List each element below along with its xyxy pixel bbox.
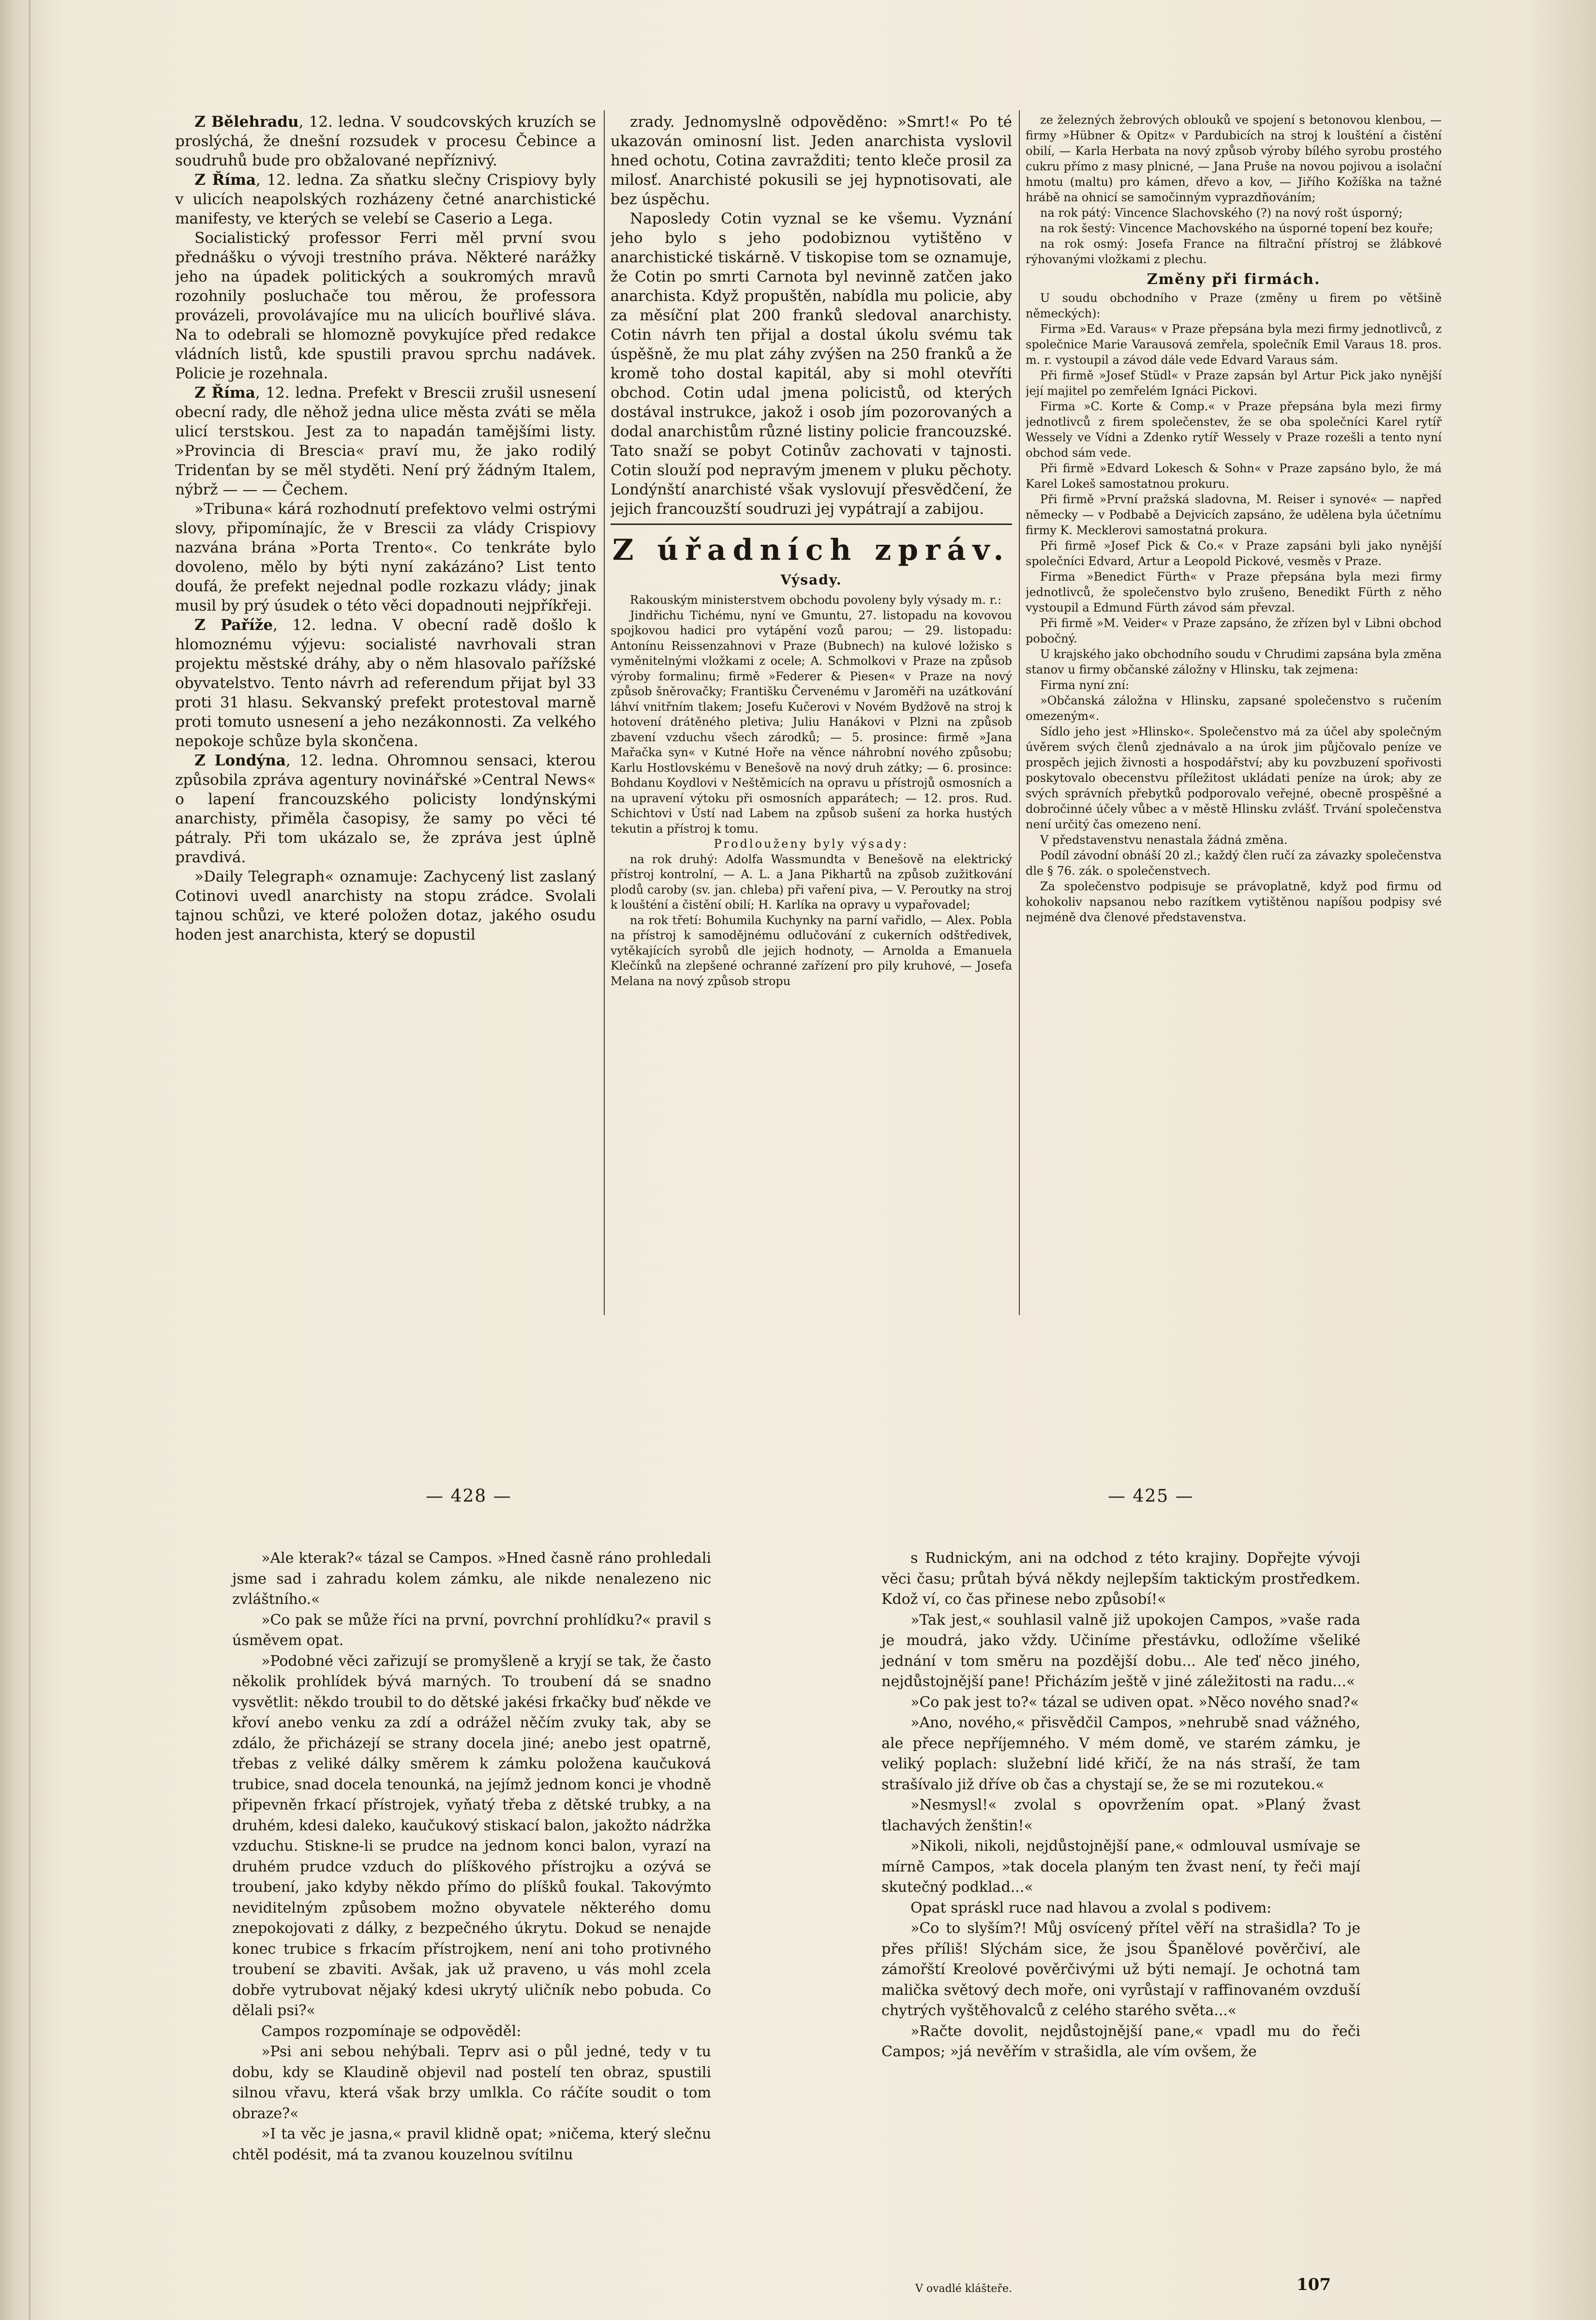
article-text: , 12. ledna. V obecní radě došlo k hlomoznému výjevu: socialisté navrhovali stran projektu městské dráhy, aby o něm hlasovalo pařížské obyvatelstvo. Tento návrh ad referendum přijat byl 33 proti 31 hlasu. Sekvanský prefekt protestoval marně proti tomuto usnesení a jeho nezákonnosti. Za velkého nepokoje schůze byla skončena. bbox=[175, 616, 596, 750]
article-paragraph: »Co pak se může říci na první, povrchní prohlídku?« pravil s úsměvem opat. bbox=[232, 1611, 711, 1649]
article-paragraph: »Psi ani sebou nehýbali. Teprv asi o půl jedné, tedy v tu dobu, kdy se Klaudině objevil nad postelí ten obraz, spustili silnou vřavu, která však brzy umlkla. Co ráčíte soudit o tom obraze?« bbox=[232, 2043, 711, 2122]
article-paragraph: na rok osmý: Josefa France na filtrační přístroj se žlábkové rýhovanými vložkami z plechu. bbox=[1026, 237, 1442, 266]
novel-column-right bbox=[881, 1548, 1360, 2063]
news-column-3 bbox=[1026, 112, 1442, 1312]
article-paragraph: Podíl závodní obnáší 20 zl.; každý člen ručí za závazky společenstva dle § 76. zák. o společenstvech. bbox=[1026, 849, 1442, 878]
patents-intro: Rakouským ministerstvem obchodu povoleny byly výsady m. r.: bbox=[630, 593, 1002, 607]
article-paragraph: »Nikoli, nikoli, nejdůstojnější pane,« odmlouval usmívaje se mírně Campos, »tak docela planým ten žvast není, ty řeči mají skutečný podklad...« bbox=[881, 1838, 1360, 1896]
article-paragraph: na rok pátý: Vincence Slachovského (?) na nový rošt úsporný; bbox=[1040, 206, 1403, 220]
article-paragraph: Firma »Benedict Fürth« v Praze přepsána byla mezi firmy jednotlivců, že společenstvo bylo zrušeno, Benedikt Fürth z něho vystoupil a Edmund Fürth závod sám převzal. bbox=[1026, 570, 1442, 614]
extended-patents-year3: na rok třetí: Bohumila Kuchynky na parní vařidlo, — Alex. Pobla na přístroj k samodějnému odlučování z cukerních odštředivek, vytěkajících syrobů dle jejich hodnoty, — Arnolda a Emanuela Klečínků na zlepšené ochranné zařízení pro pily kruhové, — Josefa Melana na nový způsob stropu bbox=[611, 913, 1012, 988]
dateline: Z Londýna bbox=[194, 752, 286, 769]
footer-sheet-number bbox=[1297, 2275, 1331, 2294]
article-text: , 12. ledna. Ohromnou sensaci, kterou způsobila zpráva agentury novinářské »Central News« o lapení francouzského policisty londýnskými anarchisty, přiměla časopisy, že samy po věci té pátraly. Při tom ukázalo se, že zpráva jest úplně pravdivá. bbox=[175, 752, 596, 866]
article-paragraph: »Co to slyším?! Můj osvícený přítel věří na strašidla? To je přes příliš! Slýchám sice, že jsou Španělové pověrčiví, ale zámořští Kreolové pověrčivými už býti nemají. Je ochotná tam malička světový dech moře, oni vyrůstají v raffinovaném ovzduší chytrých vyštěhovalců z celého starého světa...« bbox=[881, 1920, 1360, 2019]
article-paragraph: s Rudnickým, ani na odchod z této krajiny. Dopřejte vývoji věci času; průtah bývá někdy nejlepším taktickým prostředkem. Kdož ví, co čas přinese nebo způsobí!« bbox=[881, 1550, 1360, 1608]
article-paragraph: »Račte dovolit, nejdůstojnější pane,« vpadl mu do řeči Campos; »já nevěřím v strašidla, ale vím ovšem, že bbox=[881, 2022, 1360, 2060]
article-paragraph: »Co pak jest to?« tázal se udiven opat. »Něco nového snad?« bbox=[910, 1693, 1359, 1711]
article-paragraph: Firma nyní zní: bbox=[1040, 678, 1130, 692]
article-paragraph: U soudu obchodního v Praze (změny u firem po většině německých): bbox=[1026, 291, 1442, 320]
article-paragraph: Za společenstvo podpisuje se právoplatně, když pod firmu od kohokoliv napsanou nebo razítkem vytištěnou napíšou podpisy své nejméně dva členové představenstva. bbox=[1026, 880, 1442, 924]
article-paragraph: Socialistický professor Ferri měl první svou přednášku o vývoji trestního práva. Některé narážky jeho na úpadek politických a soukromých mravů rozohnily posluchače tou měrou, že professora provázeli, provolávajíce mu na ulicích bouřlivé sláva. Na to odebrali se hlomozně povykujíce před redakce vládních listů, kde spustili pravou sprchu nadávek. Policie je rozehnala. bbox=[175, 229, 596, 382]
section-rule bbox=[611, 524, 1012, 525]
novel-column-left bbox=[232, 1548, 711, 2165]
section-title-firm-changes: Změny při firmách. bbox=[1147, 271, 1321, 288]
extended-patents-year2: na rok druhý: Adolfa Wassmundta v Benešově na elektrický přístroj kontrolní, — A. L. a Jana Pikhartů na způsob zužitkování plodů caroby (sv. jan. chleba) při vaření piva, — V. Peroutky na stroj k loušténí a čistění obilí; H. Karlíka na opravy u vypařovadel; bbox=[611, 852, 1012, 912]
sheet-number: 107 bbox=[1297, 2275, 1331, 2294]
article-text: , 12. ledna. V soudcovských kruzích se proslýchá, že dnešní rozsudek v procesu Čebince a soudruhů bude pro obžalované nepříznivý. bbox=[175, 113, 596, 169]
news-column-2 bbox=[611, 112, 1012, 1312]
extended-patents-heading: Prodlouženy byly výsady: bbox=[714, 837, 909, 851]
dateline: Z Říma bbox=[194, 384, 255, 402]
article-paragraph bbox=[175, 615, 596, 751]
page-number-left: — 428 — bbox=[426, 1486, 512, 1506]
article-paragraph: zrady. Jednomyslně odpověděno: »Smrt!« Po té ukazován ominosní list. Jeden anarchista vyslovil hned ochotu, Cotina zavražditi; tento kleče prosil za milosť. Anarchisté pokusili se jej hypnotisovati, ale bez úspěchu. bbox=[611, 113, 1012, 208]
article-paragraph: »Ano, nového,« přisvědčil Campos, »nehrubě snad vážného, ale přece nepříjemného. V mém domě, ve starém zámku, je veliký poplach: služební lidé křičí, že na nás straší, že tam strašívalo již dříve ob čas a chystají se, že se mi rozutekou.« bbox=[881, 1714, 1360, 1793]
page-number-right: — 425 — bbox=[1108, 1486, 1194, 1506]
patents-list: Jindřichu Tichému, nyní ve Gmuntu, 27. listopadu na kovovou spojkovou hadici pro vytápění vozů parou; — 29. listopadu: Antonínu Reissenzahnovi v Praze (Bubnech) na kulové ložisko s vyměnitelnými vložkami z ocele; A. Schmolkovi v Praze na způsob výroby formalinu; firmě »Federer & Piesen« v Praze na nový způsob šněrovačky; Františku Červenému v Jaroměři na uzátkování láhví vnitřním tlakem; Josefu Kučerovi v Novém Bydžově na stroj k hotovení drátěného pletiva; Juliu Hanákovi v Plzni na způsob zbavení vzduchu všech zárodků; — 5. prosince: firmě »Jana Mařačka syn« v Kutné Hoře na věnce náhrobní nového způsobu; Karlu Hostlovskému v Benešově na nový druh zátky; — 6. prosince: Bohdanu Koydlovi v Neštěmicích na opravu u přístrojů osmosních a na upravení výtoku při osmosních apparátech; — 12. pros. Rud. Schichtovi v Ústí nad Labem na způsob sušení za horka hustých tekutin a přístroj k tomu. bbox=[611, 608, 1012, 836]
article-paragraph: Při firmě »M. Veider« v Praze zapsáno, že zřízen byl v Libni obchod pobočný. bbox=[1026, 616, 1442, 645]
article-paragraph: Opat spráskl ruce nad hlavou a zvolal s podivem: bbox=[910, 1899, 1272, 1916]
binding-edge bbox=[29, 0, 30, 2320]
article-text: , 12. ledna. Za sňatku slečny Crispiovy byly v ulicích neapolských rozházeny četné anarchistické manifesty, ve kterých se velebí se Caserio a Lega. bbox=[175, 171, 596, 227]
article-paragraph: »Podobné věci zařizují se promyšleně a kryjí se tak, že často několik prohlídek bývá marných. To troubení dá se snadno vysvětlit: někdo troubil to do dětské jakési frkačky buď někde ve křoví anebo venku za zdí a odrážel něčím zvuky tak, aby se zdálo, že přicházejí se strany docela jiné; anebo jest opatrně, třebas z veliké dálky směrem k zámku položena kaučuková trubice, snad docela tenounká, na jejímž jednom konci je vhodně připevněn frkací přístrojek, vyňatý třeba z dětské trubky, a na druhém, kdesi daleko, kaučukový stiskací balon, jakožto nádržka vzduchu. Stiskne-li se prudce na jednom konci balon, vyrazí na druhém prudce vzduch do plíškového přístrojku a ozývá se troubení, jako kdyby někdo přímo do plíšků foukal. Takovýmto neviditelným způsobem možno obyvatele některého domu znepokojovati z dálky, z bezpečného úkrytu. Dokud se nenajde konec trubice s frkacím přístrojkem, není ani toho protivného troubení se zbaviti. Avšak, jak už praveno, u vás mohl zcela dobře vytrubovat nějaký kdesi ukrytý uličník nebo pobuda. Co dělali psi?« bbox=[232, 1652, 711, 2019]
article-paragraph: Firma »C. Korte & Comp.« v Praze přepsána byla mezi firmy jednotlivců z firem společenstev, že se oba společníci Karel rytíř Wessely ve Vídni a Zdenko rytíř Wessely v Praze rozešli a tento nyní obchod sám vede. bbox=[1026, 400, 1442, 460]
news-column-1 bbox=[175, 112, 596, 1273]
article-paragraph: Naposledy Cotin vyznal se ke všemu. Vyznání jeho bylo s jeho podobiznou vytištěno v anarchistické tiskárně. V tiskopise tom se oznamuje, že Cotin po smrti Carnota byl nevinně zatčen jako anarchista. Když propuštěn, nabídla mu policie, aby za měsíční plat 200 franků sledoval anarchisty. Cotin návrh ten přijal a dostal úkolu svému tak úspěšně, že mu plat záhy zvýšen na 250 franků a že kromě toho dostal kapitál, aby si mohl otevříti obchod. Cotin udal jmena policistů, od kterých dostával instrukce, jakož i osob jím pozorovaných a dodal anarchistům různé listiny policie francouzské. Tato snaží se pobyt Cotinův zachovati v tajnosti. Cotin slouží pod nepravým jmenem v pluku pěchoty. Londýnští anarchisté však vyslovují přesvědčení, že jejich francouzští soudruzi jej vypátrají a zabijou. bbox=[611, 210, 1012, 518]
article-paragraph: Sídlo jeho jest »Hlinsko«. Společenstvo má za účel aby společným úvěrem svých členů zjednávalo a na úrok jim půjčovalo peníze ve prospěch jejich živnosti a hospodářství; aby ku povzbuzení spořivosti poskytovalo obecenstvu příležitost ukládati peníze na úrok; aby ze svých správních přebytků podporovalo veřejné, obecně prospěšné a dobročinné účely vůbec a v městě Hlinsku zvlášť. Trvání společenstva není určitý čas omezeno není. bbox=[1026, 725, 1442, 831]
section-title-official-news: Z úřadních zpráv. bbox=[612, 533, 1011, 567]
article-paragraph: »Ale kterak?« tázal se Campos. »Hned časně ráno prohledali jsme sad i zahradu kolem zámku, ale nikde nenalezeno nic zvláštního.« bbox=[232, 1550, 711, 1608]
article-paragraph: Při firmě »Edvard Lokesch & Sohn« v Praze zapsáno bylo, že má Karel Lokeš samostatnou prokuru. bbox=[1026, 462, 1442, 491]
article-paragraph: Při firmě »První pražská sladovna, M. Reiser i synové« — napřed německy — v Podbabě a Dejvicích zapsáno, že udělena byla účetnímu firmy K. Mecklerovi samostatná prokura. bbox=[1026, 493, 1442, 537]
footer-signature: V ovadlé klášteře. bbox=[915, 2283, 1012, 2295]
article-paragraph bbox=[175, 383, 596, 499]
article-paragraph: »Daily Telegraph« oznamuje: Zachycený list zaslaný Cotinovi uvedl anarchisty na stopu zrádce. Svolali tajnou schůzi, ve které položen dotaz, jakého osudu hoden jest anarchista, který se dopustil bbox=[175, 868, 596, 943]
article-paragraph: Při firmě »Josef Pick & Co.« v Praze zapsáni byli jako nynější společníci Edvard, Artur a Leopold Pickové, vesměs v Praze. bbox=[1026, 539, 1442, 568]
article-paragraph: »Občanská záložna v Hlinsku, zapsané společenstvo s ručením omezeným«. bbox=[1026, 694, 1442, 723]
article-paragraph: Firma »Ed. Varaus« v Praze přepsána byla mezi firmy jednotlivců, z společnice Marie Varausová zemřela, společník Emil Varaus 18. pros. m. r. vystoupil a závod dále vede Edvard Varaus sám. bbox=[1026, 322, 1442, 367]
article-paragraph bbox=[175, 170, 596, 228]
dateline: Z Bělehradu bbox=[194, 113, 299, 131]
article-paragraph: Campos rozpomínaje se odpověděl: bbox=[261, 2022, 522, 2040]
article-paragraph: »Tak jest,« souhlasil valně již upokojen Campos, »vaše rada je moudrá, jako vždy. Učiníme přestávku, odložíme všeliké jednání v tom směru na pozdější dobu... Ale teď něco jiného, nejdůstojnější pane! Přicházím ještě v jiné záležitosti na radu...« bbox=[881, 1611, 1360, 1690]
article-paragraph bbox=[175, 112, 596, 170]
article-text: , 12. ledna. Prefekt v Brescii zrušil usnesení obecní rady, dle něhož jedna ulice města zváti se měla ulicí terstskou. Jest za to napadán tamějšími listy. »Provincia di Brescia« praví mu, že jako rodilý Tridenťan by se měl styděti. Není prý žádným Italem, nýbrž — — — Čechem. bbox=[175, 384, 596, 498]
column-rule bbox=[1019, 110, 1020, 1315]
dateline: Z Říma bbox=[194, 171, 256, 189]
article-paragraph: »Nesmysl!« zvolal s opovržením opat. »Planý žvast tlachavých ženštin!« bbox=[881, 1796, 1360, 1834]
article-paragraph: U krajského jako obchodního soudu v Chrudimi zapsána byla změna stanov u firmy občanské záložny v Hlinsku, tak zejmena: bbox=[1026, 647, 1442, 676]
section-subtitle-patents: Výsady. bbox=[780, 572, 842, 588]
article-paragraph: Při firmě »Josef Stüdl« v Praze zapsán byl Artur Pick jako nynější její majitel po zemřelém Ignáci Pickovi. bbox=[1026, 369, 1442, 398]
article-paragraph: ze železných žebrových oblouků ve spojení s betonovou klenbou, — firmy »Hübner & Opitz« v Pardubicích na stroj k loušténí a čistění obilí, — Karla Herbata na nový způsob výroby bílého syrobu prostého cukru přímo z masy plnicné, — Jana Pruše na novou pojivou a isolační hmotu (maltu) pro kámen, dřevo a kov, — Jiřího Kožíška na tažné hrábě na ohnicí se samočinným vyprazdňováním; bbox=[1026, 113, 1442, 204]
article-paragraph: »Tribuna« kárá rozhodnutí prefektovo velmi ostrými slovy, připomínajíc, že v Brescii za vlády Crispiovy nazvána brána »Porta Trento«. Co tenkráte bylo dovoleno, mělo by býti nyní zakázáno? List tento doufá, že prefekt nejednal podle rozkazu vlády; jinak musil by prý úsudek o této věci dopadnouti nejpříkřeji. bbox=[175, 500, 596, 614]
dateline: Z Paříže bbox=[194, 616, 273, 634]
article-paragraph: »I ta věc je jasna,« pravil klidně opat; »ničema, který slečnu chtěl podésit, má ta zvanou kouzelnou svítilnu bbox=[232, 2125, 711, 2163]
column-rule bbox=[604, 110, 605, 1315]
article-paragraph: V představenstvu nenastala žádná změna. bbox=[1040, 833, 1288, 847]
article-paragraph bbox=[175, 751, 596, 867]
article-paragraph: na rok šestý: Vincence Machovského na úsporné topení bez kouře; bbox=[1040, 222, 1433, 235]
